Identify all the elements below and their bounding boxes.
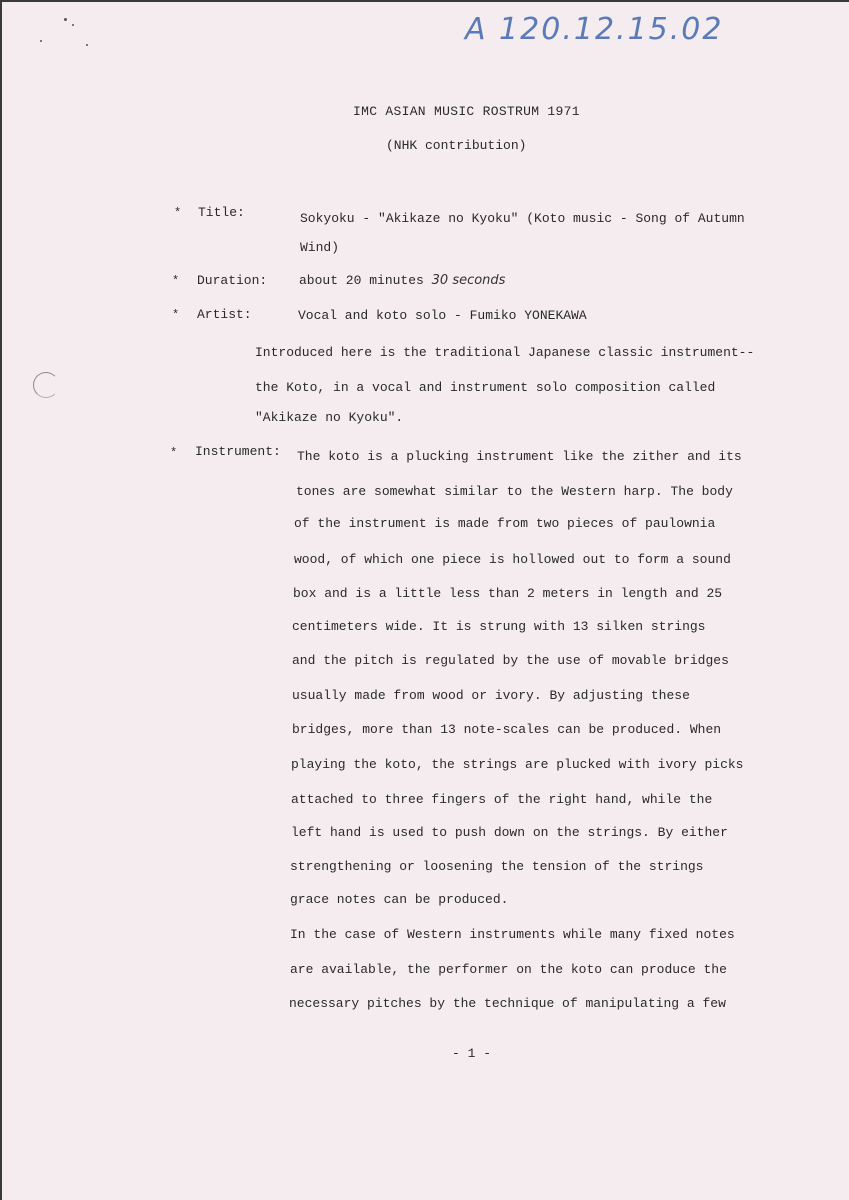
instrument-line: strengthening or loosening the tension of the strings <box>290 859 704 874</box>
instrument-line: necessary pitches by the technique of manipulating a few <box>289 996 726 1011</box>
title-value-line-2: Wind) <box>300 240 340 255</box>
instrument-line: In the case of Western instruments while many fixed notes <box>290 927 735 942</box>
instrument-line-1: The koto is a plucking instrument like the zither and its <box>297 449 742 464</box>
scan-speck <box>64 18 67 21</box>
artist-value: Vocal and koto solo - Fumiko YONEKAWA <box>298 308 587 323</box>
instrument-line: centimeters wide. It is strung with 13 silken strings <box>292 619 706 634</box>
instrument-line: of the instrument is made from two pieces of paulownia <box>294 516 716 531</box>
duration-typed: about 20 minutes <box>299 273 424 288</box>
instrument-line: usually made from wood or ivory. By adjusting these <box>292 688 690 703</box>
title-label: Title: <box>198 205 245 220</box>
instrument-line: attached to three fingers of the right hand, while the <box>291 792 713 807</box>
archive-code: A 120.12.15.02 <box>465 12 724 47</box>
scan-speck <box>40 40 42 42</box>
instrument-line: and the pitch is regulated by the use of movable bridges <box>292 653 729 668</box>
artist-intro-line-2: the Koto, in a vocal and instrument solo composition called <box>255 380 716 395</box>
punch-hole <box>33 372 59 398</box>
bullet-title: * <box>174 206 182 220</box>
instrument-line: wood, of which one piece is hollowed out to form a sound <box>294 552 731 567</box>
bullet-artist: * <box>172 308 180 322</box>
artist-intro-line-1: Introduced here is the traditional Japanese classic instrument-- <box>255 345 755 360</box>
artist-label: Artist: <box>197 307 252 322</box>
duration-label: Duration: <box>197 273 268 288</box>
instrument-label: Instrument: <box>195 444 281 459</box>
instrument-line: tones are somewhat similar to the Western harp. The body <box>296 484 733 499</box>
bullet-instrument: * <box>170 446 178 460</box>
instrument-line: are available, the performer on the koto can produce the <box>290 962 727 977</box>
document-title: IMC ASIAN MUSIC ROSTRUM 1971 <box>353 104 580 119</box>
duration-handwritten: 30 seconds <box>431 273 506 288</box>
page-number: - 1 - <box>452 1046 492 1061</box>
instrument-line: grace notes can be produced. <box>290 892 509 907</box>
instrument-line: bridges, more than 13 note-scales can be produced. When <box>292 722 722 737</box>
scan-speck <box>86 44 88 46</box>
instrument-line: left hand is used to push down on the strings. By either <box>291 825 728 840</box>
duration-value <box>299 273 505 288</box>
title-value-line-1: Sokyoku - "Akikaze no Kyoku" (Koto music - Song of Autumn <box>300 211 745 226</box>
instrument-line: playing the koto, the strings are plucked with ivory picks <box>291 757 744 772</box>
artist-intro-line-3: "Akikaze no Kyoku". <box>255 410 404 425</box>
document-subtitle: (NHK contribution) <box>386 138 527 153</box>
instrument-line: box and is a little less than 2 meters in length and 25 <box>293 586 723 601</box>
bullet-duration: * <box>172 274 180 288</box>
scan-speck <box>72 24 74 26</box>
